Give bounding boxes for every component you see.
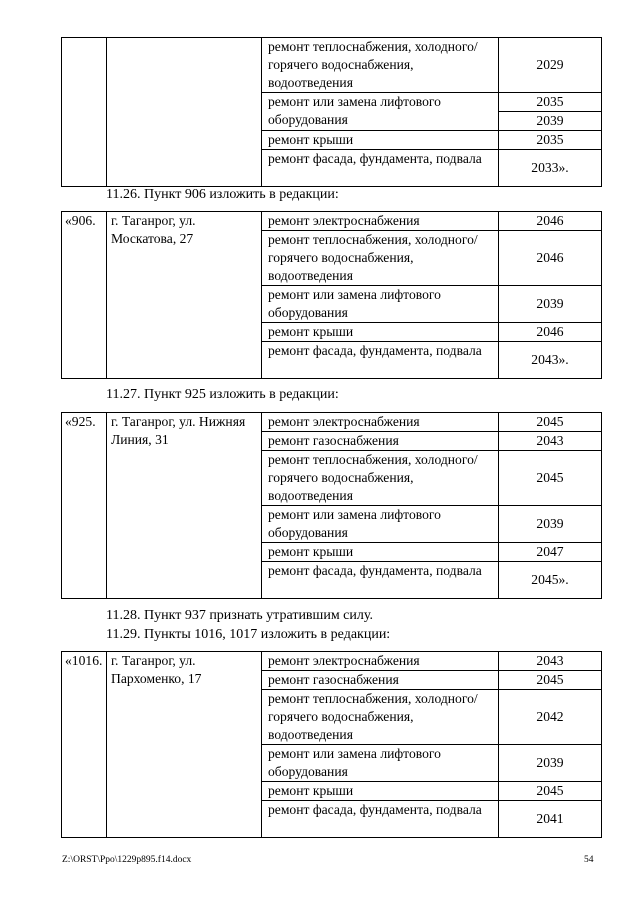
work-cell: ремонт электроснабжения: [262, 652, 499, 671]
year-cell: 2043».: [499, 342, 602, 379]
year-cell: 2043: [499, 652, 602, 671]
work-cell: ремонт теплоснабжения, холодного/горячего водоснабжения, водоотведения: [262, 451, 499, 506]
work-cell: ремонт фасада, фундамента, подвала: [262, 562, 499, 599]
work-cell: ремонт фасада, фундамента, подвала: [262, 150, 499, 187]
year-cell: 2042: [499, 690, 602, 745]
work-cell: ремонт или замена лифтового оборудования: [262, 506, 499, 543]
work-cell: ремонт теплоснабжения, холодного/горячего водоснабжения, водоотведения: [262, 38, 499, 93]
year-cell: [499, 93, 602, 131]
work-cell: ремонт или замена лифтового оборудования: [262, 745, 499, 782]
work-cell: ремонт газоснабжения: [262, 432, 499, 451]
footer-file-path: Z:\ORST\Ppo\1229p895.f14.docx: [62, 855, 192, 865]
number-cell: «925.: [62, 413, 107, 599]
year-cell: 2029: [499, 38, 602, 93]
address-cell: г. Таганрог, ул. Нижняя Линия, 31: [107, 413, 262, 599]
number-cell: [62, 38, 107, 187]
work-cell: ремонт электроснабжения: [262, 212, 499, 231]
work-cell: ремонт фасада, фундамента, подвала: [262, 801, 499, 838]
year-cell: 2045: [499, 782, 602, 801]
year-cell: 2045».: [499, 562, 602, 599]
year-cell: 2046: [499, 231, 602, 286]
number-cell: «906.: [62, 212, 107, 379]
paragraph-11-26: 11.26. Пункт 906 изложить в редакции:: [106, 187, 339, 202]
table-906: [61, 211, 602, 379]
table-1016: [61, 651, 602, 838]
work-cell: ремонт газоснабжения: [262, 671, 499, 690]
table-row: [62, 413, 602, 432]
continuation-table: [61, 37, 602, 187]
year-value: 2035: [536, 94, 564, 109]
table-925: [61, 412, 602, 599]
year-cell: 2035: [499, 131, 602, 150]
table-row: [62, 212, 602, 231]
year-cell: 2047: [499, 543, 602, 562]
work-cell: ремонт крыши: [262, 782, 499, 801]
address-cell: г. Таганрог, ул. Москатова, 27: [107, 212, 262, 379]
work-cell: ремонт крыши: [262, 543, 499, 562]
number-cell: «1016.: [62, 652, 107, 838]
year-value: 2039: [499, 111, 601, 130]
work-cell: ремонт теплоснабжения, холодного/горячего водоснабжения, водоотведения: [262, 690, 499, 745]
year-cell: 2041: [499, 801, 602, 838]
work-cell: ремонт фасада, фундамента, подвала: [262, 342, 499, 379]
paragraph-11-28: 11.28. Пункт 937 признать утратившим силу.: [106, 608, 373, 623]
year-cell: 2045: [499, 451, 602, 506]
year-cell: 2039: [499, 286, 602, 323]
year-cell: 2045: [499, 671, 602, 690]
year-cell: 2045: [499, 413, 602, 432]
table-row: [62, 38, 602, 93]
year-cell: 2046: [499, 212, 602, 231]
work-cell: ремонт теплоснабжения, холодного/горячего водоснабжения, водоотведения: [262, 231, 499, 286]
address-cell: [107, 38, 262, 187]
work-cell: ремонт крыши: [262, 131, 499, 150]
year-cell: 2046: [499, 323, 602, 342]
address-cell: г. Таганрог, ул. Пархоменко, 17: [107, 652, 262, 838]
year-cell: 2039: [499, 506, 602, 543]
table-row: [62, 652, 602, 671]
work-cell: ремонт или замена лифтового оборудования: [262, 286, 499, 323]
work-cell: ремонт электроснабжения: [262, 413, 499, 432]
year-cell: 2043: [499, 432, 602, 451]
paragraph-11-27: 11.27. Пункт 925 изложить в редакции:: [106, 387, 339, 402]
work-cell: ремонт крыши: [262, 323, 499, 342]
year-cell: 2033».: [499, 150, 602, 187]
footer-page-number: 54: [584, 855, 594, 865]
paragraph-11-29: 11.29. Пункты 1016, 1017 изложить в редакции:: [106, 627, 391, 642]
work-cell: ремонт или замена лифтового оборудования: [262, 93, 499, 131]
year-cell: 2039: [499, 745, 602, 782]
